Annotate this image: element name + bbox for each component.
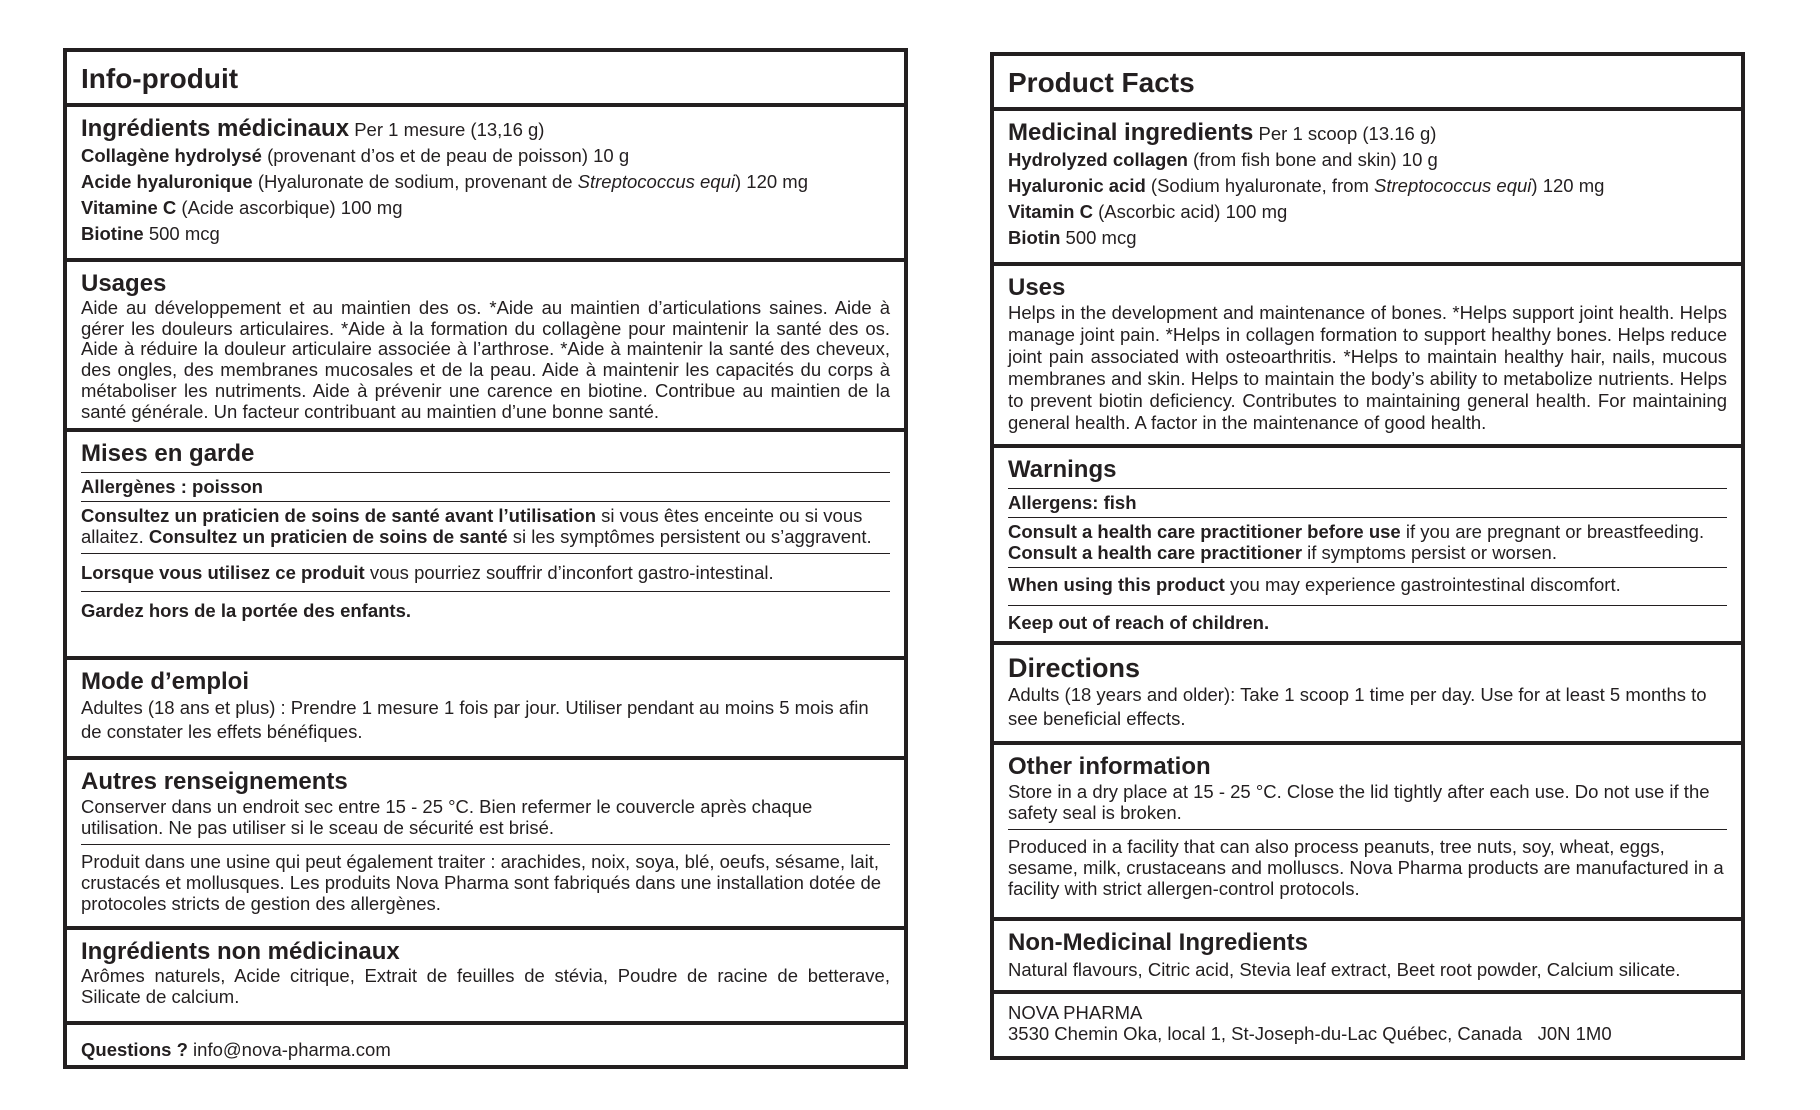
- en-uses-heading: Uses: [1008, 274, 1066, 301]
- en-consult-bold-1: Consult a health care practitioner before use: [1008, 521, 1401, 542]
- en-other-facility: Produced in a facility that can also process peanuts, tree nuts, soy, wheat, eggs, sesame, milk, crustaceans and molluscs. Nova Pharma products are manufactured in a facility with strict allergen-control protocols.: [1008, 829, 1727, 899]
- fr-ingredient-name: Biotine: [81, 223, 144, 244]
- en-using-bold: When using this product: [1008, 574, 1225, 595]
- en-consult-text-1: if you are pregnant or breastfeeding.: [1400, 521, 1705, 542]
- fr-keep-out: Gardez hors de la portée des enfants.: [81, 591, 890, 625]
- fr-other-facility: Produit dans une usine qui peut également traiter : arachides, noix, soya, blé, oeufs, sésame, lait, crustacés et mollusques. Les produits Nova Pharma sont fabriqués dans une installation dotée de protocoles stricts de gestion des allergènes.: [81, 844, 890, 914]
- fr-uses-section: [67, 262, 904, 432]
- en-ingredient-name: Hydrolyzed collagen: [1008, 149, 1188, 170]
- fr-warnings-section: [67, 432, 904, 660]
- en-ingredient-name: Biotin: [1008, 227, 1061, 248]
- en-title-section: [994, 56, 1741, 111]
- en-other-section: [994, 745, 1741, 921]
- en-uses-section: [994, 266, 1741, 448]
- en-ingredient-row: [1008, 147, 1727, 173]
- en-uses-text: Helps in the development and maintenance of bones. *Helps support joint health. Helps manage joint pain. *Helps in collagen formation to support healthy bones. Helps reduce joint pain associated with osteoarthritis. *Helps to maintain healthy hair, nails, mucous membranes and skin. Helps to maintain the body’s ability to metabolize nutrients. Helps to prevent biotin deficiency. Contributes to maintaining general health. For maintaining general health. A factor in the maintenance of good health.: [1008, 302, 1727, 433]
- en-using-text: you may experience gastrointestinal discomfort.: [1224, 574, 1621, 595]
- en-company-section: [994, 994, 1741, 1044]
- fr-directions-text: Adultes (18 ans et plus) : Prendre 1 mesure 1 fois par jour. Utiliser pendant au moins 5 mois afin de constater les effets bénéfiques.: [81, 697, 869, 742]
- fr-medicinal-section: [67, 107, 904, 262]
- fr-allergens: Allergènes : poisson: [81, 472, 890, 501]
- en-keep-out: Keep out of reach of children.: [1008, 605, 1727, 637]
- fr-medicinal-dose: Per 1 mesure (13,16 g): [354, 119, 545, 140]
- en-nonmed-heading: Non-Medicinal Ingredients: [1008, 929, 1309, 956]
- fr-other-heading: Autres renseignements: [81, 768, 348, 795]
- fr-using-text: vous pourriez souffrir d’inconfort gastro-intestinal.: [364, 562, 774, 583]
- fr-title: Info-produit: [81, 63, 239, 94]
- fr-ingredient-name: Acide hyaluronique: [81, 171, 253, 192]
- en-ingredient-desc: (from fish bone and skin) 10 g: [1193, 149, 1438, 170]
- en-using-warning: [1008, 567, 1727, 605]
- fr-using-warning: [81, 553, 890, 591]
- fr-consult-bold-2: Consultez un praticien de soins de santé: [148, 526, 508, 547]
- en-directions-heading: Directions: [1008, 653, 1141, 683]
- fr-other-storage: Conserver dans un endroit sec entre 15 - 25 °C. Bien refermer le couvercle après chaque utilisation. Ne pas utiliser si le sceau de sécurité est brisé.: [81, 796, 813, 838]
- en-directions-text: Adults (18 years and older): Take 1 scoop 1 time per day. Use for at least 5 months to see beneficial effects.: [1008, 684, 1707, 729]
- fr-nonmed-text: Arômes naturels, Acide citrique, Extrait de feuilles de stévia, Poudre de racine de betterave, Silicate de calcium.: [81, 965, 890, 1007]
- fr-ingredient-row: [81, 143, 890, 169]
- en-medicinal-heading: Medicinal ingredients: [1008, 119, 1254, 146]
- en-warnings-section: [994, 448, 1741, 645]
- fr-medicinal-header: [81, 115, 890, 143]
- fr-questions: [81, 1037, 890, 1063]
- fr-directions-section: [67, 660, 904, 760]
- en-other-heading: Other information: [1008, 753, 1211, 780]
- en-other-storage: Store in a dry place at 15 - 25 °C. Close the lid tightly after each use. Do not use if the safety seal is broken.: [1008, 781, 1710, 823]
- en-ingredient-row: [1008, 173, 1727, 199]
- fr-ingredient-species: Streptococcus equi: [577, 171, 735, 192]
- fr-uses-text: Aide au développement et au maintien des os. *Aide au maintien d’articulations saines. Aide à gérer les douleurs articulaires. *Aide à la formation du collagène pour maintenir la santé des os. Aide à réduire la douleur articulaire associée à l’arthrose. *Aide à maintenir la santé des cheveux, des ongles, des membranes mucosales et de la peau. Aide à maintenir les capacités du corps à métaboliser les nutriments. Aide à prévenir une carence en biotine. Contribue au maintien de la santé générale. Un facteur contribuant au maintien d’une bonne santé.: [81, 297, 890, 422]
- fr-consult-text-2: si les symptômes persistent ou s’aggravent.: [507, 526, 872, 547]
- en-medicinal-dose: Per 1 scoop (13.16 g): [1258, 123, 1437, 144]
- fr-ingredient-row: [81, 221, 890, 247]
- french-product-info-panel: [63, 48, 908, 1069]
- fr-ingredient-desc: (Hyaluronate de sodium, provenant de: [257, 171, 578, 192]
- fr-consult-bold-1: Consultez un praticien de soins de santé avant l’utilisation: [81, 505, 597, 526]
- en-nonmed-text: Natural flavours, Citric acid, Stevia leaf extract, Beet root powder, Calcium silicate.: [1008, 959, 1681, 980]
- en-consult-text-2: if symptoms persist or worsen.: [1302, 542, 1557, 563]
- fr-ingredient-name: Collagène hydrolysé: [81, 145, 262, 166]
- fr-directions-heading: Mode d’emploi: [81, 668, 249, 695]
- fr-medicinal-heading: Ingrédients médicinaux: [81, 115, 350, 142]
- fr-uses-heading: Usages: [81, 270, 167, 297]
- en-consult-bold-2: Consult a health care practitioner: [1008, 542, 1303, 563]
- fr-ingredient-amount: ) 120 mg: [735, 171, 809, 192]
- en-ingredient-name: Vitamin C: [1008, 201, 1093, 222]
- fr-nonmed-section: [67, 930, 904, 1025]
- fr-ingredient-desc: (Acide ascorbique) 100 mg: [181, 197, 403, 218]
- fr-ingredient-desc: 500 mcg: [148, 223, 220, 244]
- en-medicinal-header: [1008, 119, 1727, 147]
- en-title: Product Facts: [1008, 67, 1195, 98]
- fr-other-section: [67, 760, 904, 930]
- en-company-name: NOVA PHARMA: [1008, 1002, 1143, 1023]
- en-allergens: Allergens: fish: [1008, 488, 1727, 517]
- en-ingredient-row: [1008, 225, 1727, 251]
- en-medicinal-section: [994, 111, 1741, 266]
- en-ingredient-row: [1008, 199, 1727, 225]
- fr-title-section: [67, 52, 904, 107]
- fr-warnings-heading: Mises en garde: [81, 440, 255, 467]
- en-company-address: 3530 Chemin Oka, local 1, St-Joseph-du-Lac Québec, Canada J0N 1M0: [1008, 1023, 1612, 1044]
- en-nonmed-section: [994, 921, 1741, 994]
- en-consult-warning: [1008, 517, 1727, 567]
- fr-ingredient-name: Vitamine C: [81, 197, 177, 218]
- fr-questions-label: Questions ?: [81, 1039, 188, 1060]
- en-warnings-heading: Warnings: [1008, 456, 1117, 483]
- fr-consult-warning: [81, 501, 890, 553]
- fr-ingredient-desc: (provenant d’os et de peau de poisson) 10 g: [267, 145, 630, 166]
- fr-consult-text-1: si vous êtes enceinte ou si vous allaitez.: [81, 505, 863, 547]
- fr-questions-email[interactable]: info@nova-pharma.com: [193, 1039, 391, 1060]
- english-product-facts-panel: [990, 52, 1745, 1060]
- en-ingredient-name: Hyaluronic acid: [1008, 175, 1146, 196]
- en-ingredient-desc: 500 mcg: [1065, 227, 1137, 248]
- fr-ingredient-row: [81, 169, 890, 195]
- en-ingredient-desc: (Sodium hyaluronate, from: [1150, 175, 1375, 196]
- en-ingredient-amount: ) 120 mg: [1531, 175, 1605, 196]
- en-ingredient-desc: (Ascorbic acid) 100 mg: [1098, 201, 1288, 222]
- fr-ingredient-row: [81, 195, 890, 221]
- fr-nonmed-heading: Ingrédients non médicinaux: [81, 938, 400, 965]
- fr-questions-section: [67, 1025, 904, 1063]
- en-directions-section: [994, 645, 1741, 745]
- fr-using-bold: Lorsque vous utilisez ce produit: [81, 562, 365, 583]
- en-ingredient-species: Streptococcus equi: [1374, 175, 1532, 196]
